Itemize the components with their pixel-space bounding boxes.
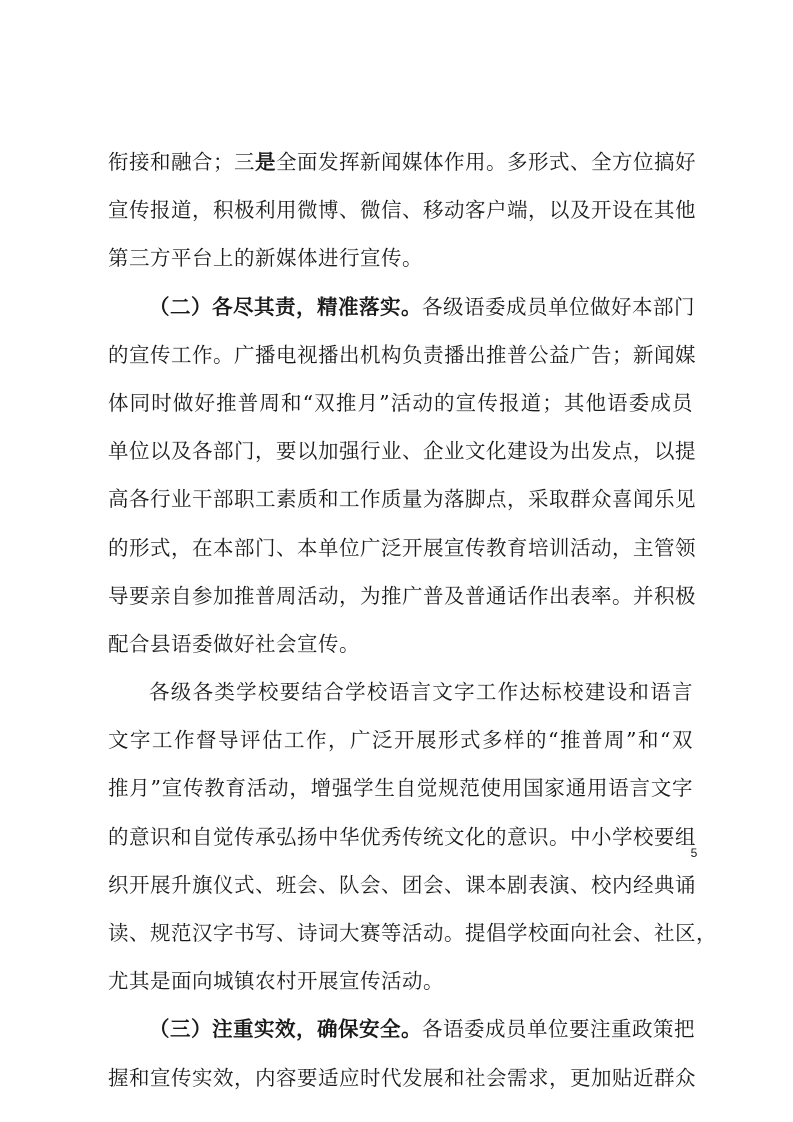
text-segment: 配合县语委做好社会宣传。 xyxy=(108,631,360,656)
text-line xyxy=(108,475,696,523)
bold-text-segment: （三）注重实效，确保安全。 xyxy=(149,1017,422,1042)
text-segment: 的宣传工作。广播电视播出机构负责播出推普公益广告；新闻媒 xyxy=(108,342,696,367)
text-line xyxy=(108,572,696,620)
text-line xyxy=(108,138,696,186)
text-segment: 衔接和融合；三 xyxy=(108,150,255,174)
text-segment: 单位以及各部门，要以加强行业、企业文化建设为出发点，以提 xyxy=(108,439,696,464)
text-line xyxy=(108,234,693,282)
text-segment: 文字工作督导评估工作，广泛开展形式多样的“推普周”和“双 xyxy=(108,728,693,753)
text-segment: 的形式，在本部门、本单位广泛开展宣传教育培训活动，主管领 xyxy=(108,535,696,560)
text-segment: 握和宣传实效，内容要适应时代发展和社会需求，更加贴近群众 xyxy=(108,1065,696,1090)
text-line xyxy=(108,716,693,764)
text-line xyxy=(108,1005,693,1053)
text-line xyxy=(108,668,693,716)
text-segment: 体同时做好推普周和“双推月”活动的宣传报道；其他语委成员 xyxy=(108,390,693,415)
text-segment: 织开展升旗仪式、班会、队会、团会、课本剧表演、校内经典诵 xyxy=(108,872,696,897)
text-segment: 导要亲自参加推普周活动，为推广普及普通话作出表率。并积极 xyxy=(108,583,696,608)
text-segment: 读、规范汉字书写、诗词大赛等活动。提倡学校面向社会、社区， xyxy=(108,921,717,945)
text-line xyxy=(108,813,696,861)
text-line xyxy=(108,957,693,1005)
text-line xyxy=(108,186,696,234)
text-line xyxy=(108,1054,696,1102)
text-segment: 全面发挥新闻媒体作用。多形式、全方位搞好 xyxy=(276,150,696,174)
text-line xyxy=(108,620,693,668)
text-line xyxy=(108,524,696,572)
text-segment: 各级各类学校要结合学校语言文字工作达标校建设和语言 xyxy=(149,680,693,705)
text-segment: 宣传报道，积极利用微博、微信、移动客户端，以及开设在其他 xyxy=(108,198,696,223)
bold-text-segment: 是 xyxy=(255,150,276,174)
text-segment: 各语委成员单位要注重政策把 xyxy=(422,1017,695,1042)
text-line xyxy=(108,861,696,909)
text-line xyxy=(108,427,696,475)
page-number: 5 xyxy=(690,846,698,860)
text-segment: 各级语委成员单位做好本部门 xyxy=(422,294,695,319)
text-segment: 推月”宣传教育活动，增强学生自觉规范使用国家通用语言文字 xyxy=(108,776,693,801)
text-segment: 高各行业干部职工素质和工作质量为落脚点，采取群众喜闻乐见 xyxy=(108,487,696,512)
text-segment: 的意识和自觉传承弘扬中华优秀传统文化的意识。中小学校要组 xyxy=(108,824,696,849)
text-line xyxy=(108,331,696,379)
text-line xyxy=(108,379,693,427)
text-line xyxy=(108,764,693,812)
text-line xyxy=(108,909,717,957)
text-segment: 第三方平台上的新媒体进行宣传。 xyxy=(108,246,423,271)
bold-text-segment: （二）各尽其责，精准落实。 xyxy=(149,294,422,319)
body-text xyxy=(108,138,717,1102)
text-segment: 尤其是面向城镇农村开展宣传活动。 xyxy=(108,969,444,994)
text-line xyxy=(108,283,693,331)
